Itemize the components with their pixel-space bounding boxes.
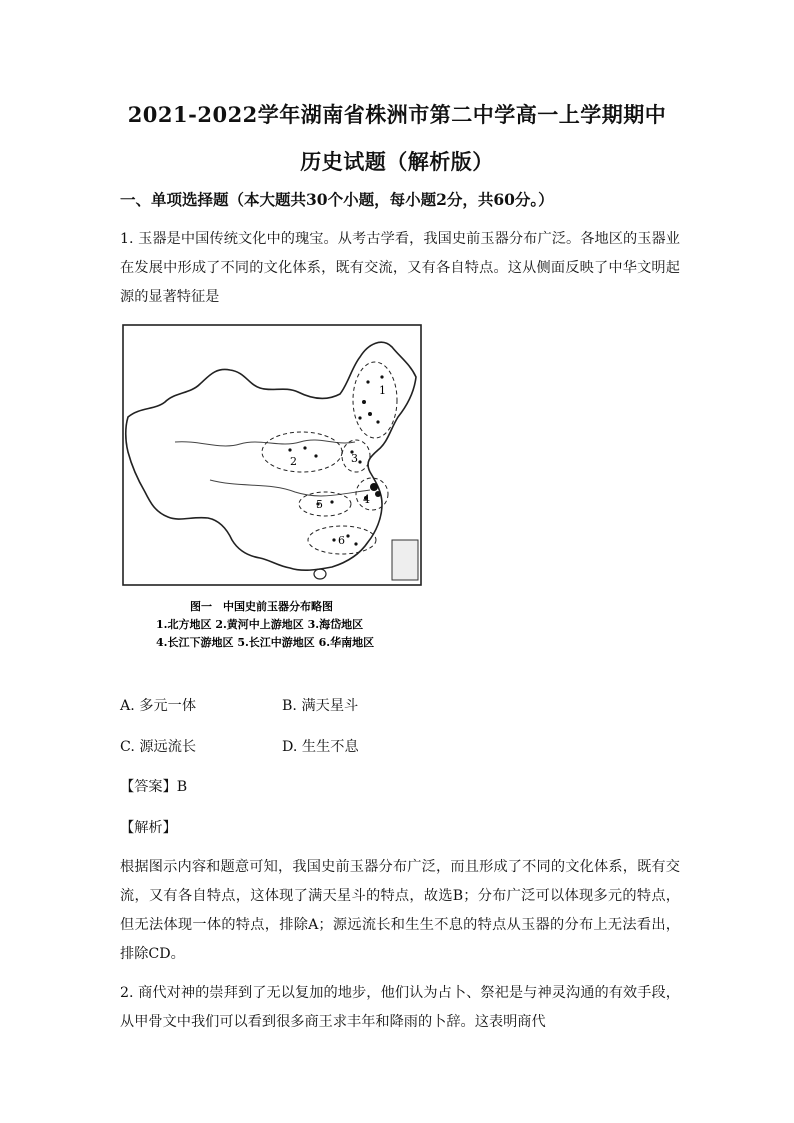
jade-distribution-map-figure (120, 322, 425, 657)
figure-legend-line1: 1.北方地区 2.黄河中上游地区 3.海岱地区 (156, 618, 364, 631)
region-label-1: 1 (379, 384, 386, 397)
exam-title-line1: 2021-2022学年湖南省株洲市第二中学高一上学期期中 (127, 102, 667, 127)
option-b: B. 满天星斗 (282, 698, 359, 714)
figure-legend-line2: 4.长江下游地区 5.长江中游地区 6.华南地区 (156, 636, 375, 649)
question-2-stem: 2. 商代对神的崇拜到了无以复加的地步，他们认为占卜、祭祀是与神灵沟通的有效手段，从甲骨文中我们可以看到很多商王求丰年和降雨的卜辞。这表明商代 (120, 985, 680, 1030)
region-label-5: 5 (316, 498, 323, 511)
option-c: C. 源远流长 (120, 739, 197, 755)
figure-caption: 图一 中国史前玉器分布略图 (190, 600, 333, 613)
region-label-6: 6 (338, 534, 345, 547)
region-label-3: 3 (351, 452, 358, 465)
option-d: D. 生生不息 (282, 739, 359, 755)
analysis-label: 【解析】 (120, 820, 177, 836)
section-heading: 一、单项选择题（本大题共30个小题，每小题2分，共60分。） (120, 190, 554, 209)
answer-line: 【答案】B (120, 779, 188, 795)
region-label-2: 2 (290, 455, 297, 468)
analysis-text: 根据图示内容和题意可知，我国史前玉器分布广泛，而且形成了不同的文化体系，既有交流，又有各自特点，这体现了满天星斗的特点，故选B；分布广泛可以体现多元的特点，但无法体现一体的特点，排除A；源远流长和生生不息的特点从玉器的分布上无法看出，排除CD。 (120, 859, 680, 962)
china-map-illustration (120, 322, 425, 657)
south-sea-inset (392, 540, 418, 580)
question-1-stem: 1. 玉器是中国传统文化中的瑰宝。从考古学看，我国史前玉器分布广泛。各地区的玉器业在发展中形成了不同的文化体系，既有交流，又有各自特点。这从侧面反映了中华文明起源的显著特征是 (120, 231, 680, 305)
exam-title-line2: 历史试题（解析版） (300, 149, 494, 174)
map-frame (123, 325, 421, 585)
option-a: A. 多元一体 (120, 698, 197, 714)
region-label-4: 4 (363, 493, 370, 506)
